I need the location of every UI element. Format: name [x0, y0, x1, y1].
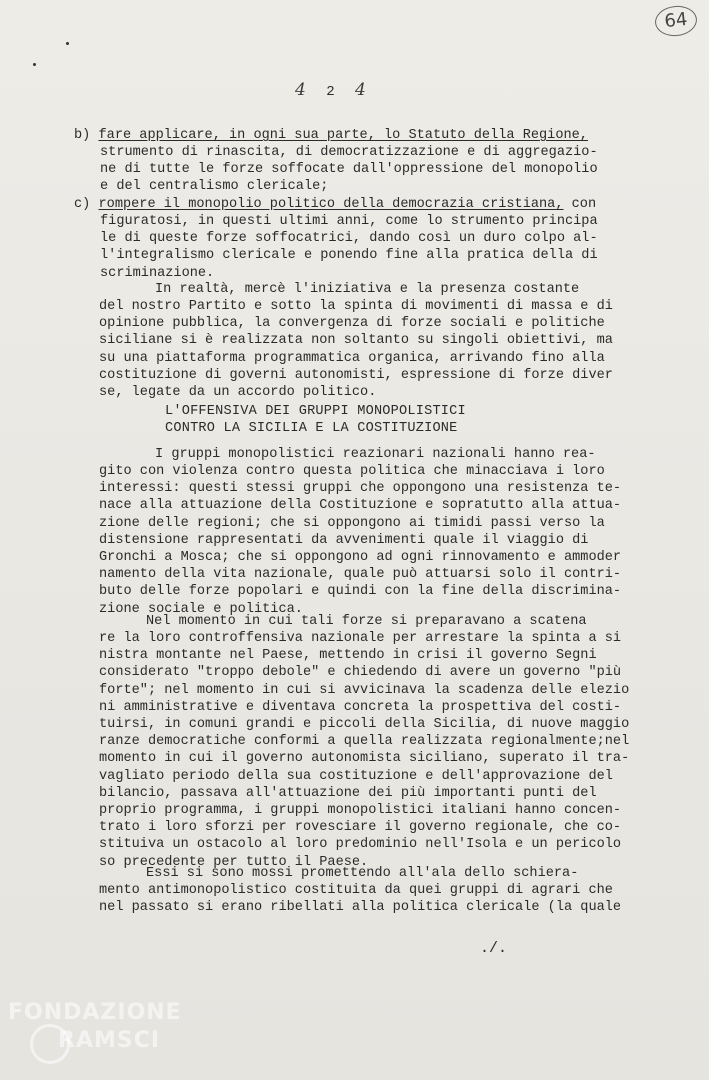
- text-line: ne di tutte le forze soffocate dall'oppressione del monopolio: [100, 162, 598, 178]
- paragraph-1: [99, 298, 613, 401]
- text-line: se, legate da un accordo politico.: [99, 385, 377, 401]
- watermark-line1: FONDAZIONE: [8, 1000, 182, 1025]
- underlined-text: rompere il monopolio politico della democrazia cristiana,: [98, 197, 564, 212]
- text-line: opinione pubblica, la convergenza di forze sociali e politiche: [99, 316, 605, 332]
- text-line: interessi: questi stessi gruppi che oppongono una resistenza te-: [99, 481, 622, 497]
- paragraph-2: [99, 463, 621, 618]
- ink-dot: [33, 63, 36, 66]
- list-item-c-body: [100, 213, 598, 282]
- paragraph-4: [99, 882, 621, 916]
- text-line: su una piattaforma programmatica organica, arrivando fino alla: [99, 350, 605, 366]
- text-line: In realtà, mercè l'iniziativa e la presenza costante: [155, 282, 580, 297]
- archive-watermark: [8, 1000, 182, 1053]
- text-line: so precedente per tutto il Paese.: [99, 854, 369, 870]
- text-line: del nostro Partito e sotto la spinta di movimenti di massa e di: [99, 299, 613, 314]
- list-item-c: [74, 196, 596, 213]
- text-line: bilancio, passava all'attuazione dei più importanti punti del: [99, 785, 597, 801]
- ink-dot: [66, 42, 69, 45]
- text-line: trato i loro sforzi per rovesciare il governo regionale, che co-: [99, 820, 622, 836]
- text-line: Gronchi a Mosca; che si oppongono ad ogni rinnovamento e ammoder: [99, 550, 622, 566]
- text-line: figuratosi, in questi ultimi anni, come lo strumento principa: [100, 214, 598, 229]
- list-label: c): [74, 197, 91, 212]
- text-line: scriminazione.: [100, 265, 215, 281]
- list-item-b-body: [100, 144, 598, 196]
- text-line: e del centralismo clericale;: [100, 179, 329, 195]
- text-line: l'integralismo clericale e ponendo fine alla pratica della di: [100, 248, 598, 264]
- text-line: momento in cui il governo autonomista siciliano, superato il tra-: [99, 751, 630, 767]
- text-line: re la loro controffensiva nazionale per arrestare la spinta a si: [99, 631, 622, 646]
- heading-line: CONTRO LA SICILIA E LA COSTITUZIONE: [165, 421, 458, 437]
- text-line: Essi si sono mossi promettendo all'ala dello schiera-: [146, 866, 579, 881]
- text-line: proprio programma, i gruppi monopolistici italiani hanno concen-: [99, 803, 622, 819]
- text-line: costituzione di governi autonomisti, espressione di forze diver: [99, 367, 613, 383]
- text-line: nel passato si erano ribellati alla politica clericale (la quale: [99, 900, 622, 916]
- continuation-mark: ./.: [480, 940, 508, 957]
- text-line: ni amministrative e diventava concreta la prospettiva del costi-: [99, 699, 622, 715]
- page-number: 2: [326, 84, 341, 100]
- text-line: I gruppi monopolistici reazionari nazionali hanno rea-: [155, 447, 596, 462]
- list-label: b): [74, 128, 91, 143]
- text-line: namento della vita nazionale, quale può attuarsi solo il contri-: [99, 567, 622, 583]
- text-line: ranze democratiche conformi a quella realizzata regionalmente;nel: [99, 734, 630, 750]
- section-heading: [165, 403, 466, 437]
- paragraph-3: [99, 630, 629, 871]
- heading-line: L'OFFENSIVA DEI GRUPPI MONOPOLISTICI: [165, 404, 466, 419]
- handwritten-mark-left: 4: [295, 80, 312, 100]
- text-line: stituiva un ostacolo al loro predominio nell'Isola e un pericolo: [99, 837, 622, 853]
- text-line: strumento di rinascita, di democratizzazione e di aggregazio-: [100, 145, 598, 160]
- text-line: nistra montante nel Paese, mettendo in crisi il governo Segni: [99, 648, 597, 664]
- text-line: considerato "troppo debole" e chiedendo di avere un governo "più: [99, 665, 622, 681]
- text-line: zione sociale e politica.: [99, 601, 303, 617]
- text-line: vagliato periodo della sua costituzione e dell'approvazione del: [99, 768, 613, 784]
- watermark-line2: RAMSCI: [58, 1028, 161, 1053]
- text-tail: con: [563, 197, 597, 212]
- text-line: siciliane si è realizzata non soltanto su singoli obiettivi, ma: [99, 333, 613, 349]
- handwritten-mark-right: 4: [355, 80, 372, 100]
- text-line: mento antimonopolistico costituita da quei gruppi di agrari che: [99, 883, 613, 898]
- underlined-text: fare applicare, in ogni sua parte, lo Statuto della Regione,: [98, 128, 588, 143]
- text-line: tuirsi, in comuni grandi e piccoli della Sicilia, di nuove maggio: [99, 717, 630, 733]
- text-line: distensione rappresentati da avvenimenti quale il viaggio di: [99, 532, 589, 548]
- page-number-stamp: 64: [654, 4, 699, 38]
- text-line: zione delle regioni; che si oppongono ai timidi passi verso la: [99, 515, 605, 531]
- page-header: [295, 80, 372, 100]
- text-line: forte"; nel momento in cui si avvicinava la scadenza delle elezio: [99, 682, 630, 698]
- text-line: Nel momento in cui tali forze si preparavano a scatena: [146, 614, 587, 629]
- text-line: le di queste forze soffocatrici, dando così un duro colpo al-: [100, 231, 598, 247]
- text-line: buto delle forze popolari e quindi con la fine della discrimina-: [99, 584, 622, 600]
- list-item-b: [74, 127, 588, 144]
- text-line: gito con violenza contro questa politica che minacciava i loro: [99, 464, 605, 479]
- text-line: nace alla attuazione della Costituzione e sopratutto alla attua-: [99, 498, 622, 514]
